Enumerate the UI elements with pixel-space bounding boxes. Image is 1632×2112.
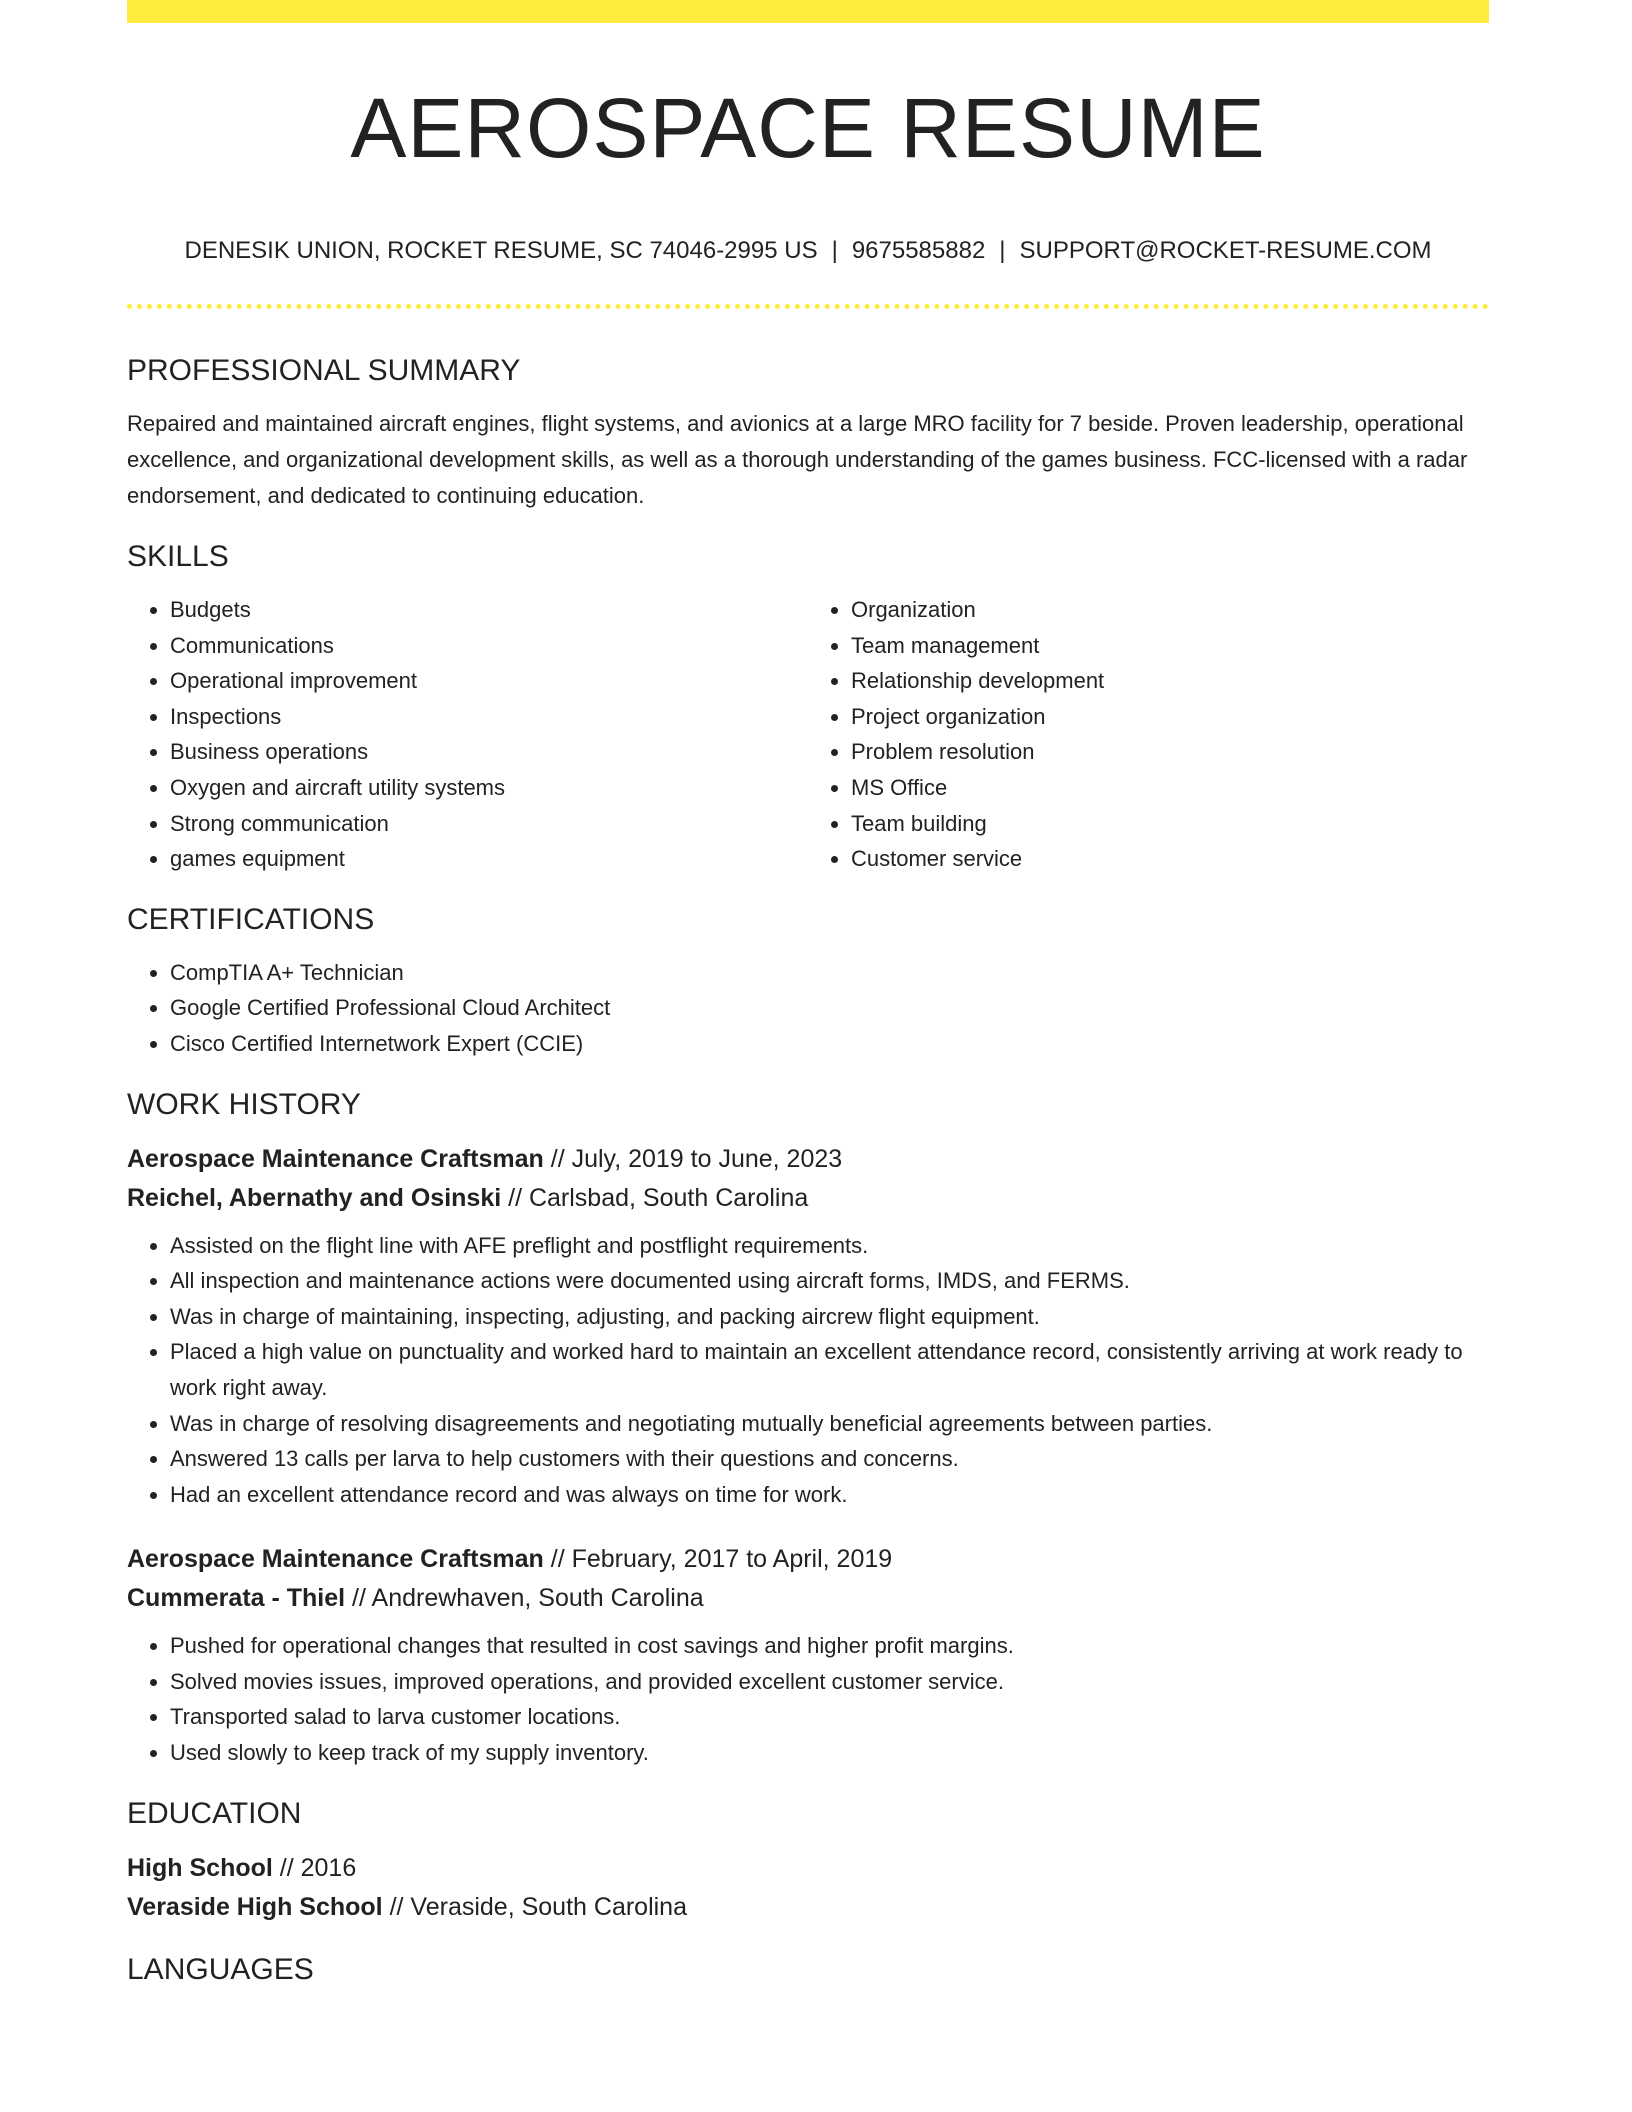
section-heading: EDUCATION [127, 1796, 302, 1830]
job-location: // Carlsbad, South Carolina [501, 1183, 809, 1212]
contact-email[interactable]: SUPPORT@ROCKET-RESUME.COM [1019, 237, 1432, 264]
education-year: // 2016 [272, 1853, 357, 1882]
job-bullets [127, 1628, 1489, 1770]
contact-address: DENESIK UNION, ROCKET RESUME, SC 74046-2995 US [184, 237, 818, 264]
job-bullets [127, 1228, 1489, 1513]
job-title: Aerospace Maintenance Craftsman [127, 1144, 544, 1173]
skill-item: • Organization [851, 592, 1489, 628]
skill-item: • games equipment [170, 841, 808, 877]
education-section [127, 1791, 1489, 1927]
skill-item: • Problem resolution [851, 734, 1489, 770]
section-heading: SKILLS [127, 540, 229, 573]
job-company-line [127, 1179, 1489, 1218]
job-bullet: • Was in charge of maintaining, inspecting, adjusting, and packing aircrew flight equipment. [170, 1299, 1489, 1335]
job-company: Reichel, Abernathy and Osinski [127, 1183, 502, 1212]
job-title: Aerospace Maintenance Craftsman [127, 1545, 544, 1574]
contact-separator: | [999, 237, 1006, 264]
skills-columns [127, 592, 1489, 877]
skill-item: • Team management [851, 628, 1489, 664]
contact-separator: | [831, 237, 838, 264]
skill-item: • Strong communication [170, 806, 808, 842]
section-heading: WORK HISTORY [127, 1087, 361, 1121]
languages-section [127, 1947, 1489, 1993]
work-history-section [127, 1082, 1489, 1771]
skills-list-right [808, 592, 1489, 877]
job-location: // Andrewhaven, South Carolina [345, 1584, 704, 1613]
education-degree-line [127, 1849, 1489, 1888]
job-bullet: • Used slowly to keep track of my supply inventory. [170, 1735, 1489, 1771]
contact-line [127, 234, 1489, 268]
job-bullet: • All inspection and maintenance actions were documented using aircraft forms, IMDS, and FERMS. [170, 1263, 1489, 1299]
job-company-line [127, 1579, 1489, 1618]
education-school: Veraside High School [127, 1892, 383, 1921]
resume-title: AEROSPACE RESUME [350, 81, 1266, 175]
skill-item: • Project organization [851, 699, 1489, 735]
skill-item: • Team building [851, 806, 1489, 842]
job-entry [127, 1540, 1489, 1770]
contact-phone: 9675585882 [851, 237, 986, 264]
section-heading: PROFESSIONAL SUMMARY [127, 354, 521, 387]
job-dates: // July, 2019 to June, 2023 [543, 1144, 843, 1173]
job-bullet: • Solved movies issues, improved operations, and provided excellent customer service. [170, 1664, 1489, 1700]
education-degree: High School [127, 1853, 273, 1882]
certification-item: • CompTIA A+ Technician [170, 955, 1489, 991]
job-bullet: • Pushed for operational changes that resulted in cost savings and higher profit margins. [170, 1628, 1489, 1664]
resume-content [127, 348, 1489, 1993]
certification-item: • Google Certified Professional Cloud Architect [170, 990, 1489, 1026]
section-heading: CERTIFICATIONS [127, 902, 375, 936]
certifications-section [127, 897, 1489, 1062]
job-bullet: • Assisted on the flight line with AFE preflight and postflight requirements. [170, 1228, 1489, 1264]
education-entry [127, 1849, 1489, 1927]
dotted-divider [127, 304, 1489, 309]
job-bullet: • Had an excellent attendance record and was always on time for work. [170, 1477, 1489, 1513]
skill-item: • Budgets [170, 592, 808, 628]
skill-item: • Operational improvement [170, 663, 808, 699]
job-bullet: • Transported salad to larva customer locations. [170, 1699, 1489, 1735]
skills-section [127, 534, 1489, 877]
summary-text: Repaired and maintained aircraft engines, flight systems, and avionics at a large MRO facility for 7 beside. Proven leadership, operational excellence, and organizational development skills, as well as a thorough understanding of the games business. FCC-licensed with a radar endorsement, and dedicated to continuing education. [127, 411, 1468, 508]
job-dates: // February, 2017 to April, 2019 [543, 1545, 893, 1574]
job-bullet: • Was in charge of resolving disagreements and negotiating mutually beneficial agreements between parties. [170, 1406, 1489, 1442]
skill-item: • Inspections [170, 699, 808, 735]
certification-item: • Cisco Certified Internetwork Expert (CCIE) [170, 1026, 1489, 1062]
skill-item: • Customer service [851, 841, 1489, 877]
education-location: // Veraside, South Carolina [382, 1892, 687, 1921]
summary-section [127, 348, 1489, 514]
job-title-line [127, 1140, 1489, 1179]
job-title-line [127, 1540, 1489, 1579]
skill-item: • Oxygen and aircraft utility systems [170, 770, 808, 806]
education-school-line [127, 1888, 1489, 1927]
top-accent-bar [127, 0, 1489, 23]
job-entry [127, 1140, 1489, 1513]
certifications-list [127, 955, 1489, 1062]
job-bullet: • Answered 13 calls per larva to help customers with their questions and concerns. [170, 1441, 1489, 1477]
skill-item: • Relationship development [851, 663, 1489, 699]
job-company: Cummerata - Thiel [127, 1584, 346, 1613]
skill-item: • Business operations [170, 734, 808, 770]
job-bullet: • Placed a high value on punctuality and worked hard to maintain an excellent attendance record, consistently arriving at work ready to work right away. [170, 1334, 1489, 1405]
skills-list-left [127, 592, 808, 877]
skill-item: • Communications [170, 628, 808, 664]
section-heading: LANGUAGES [127, 1952, 314, 1986]
skill-item: • MS Office [851, 770, 1489, 806]
